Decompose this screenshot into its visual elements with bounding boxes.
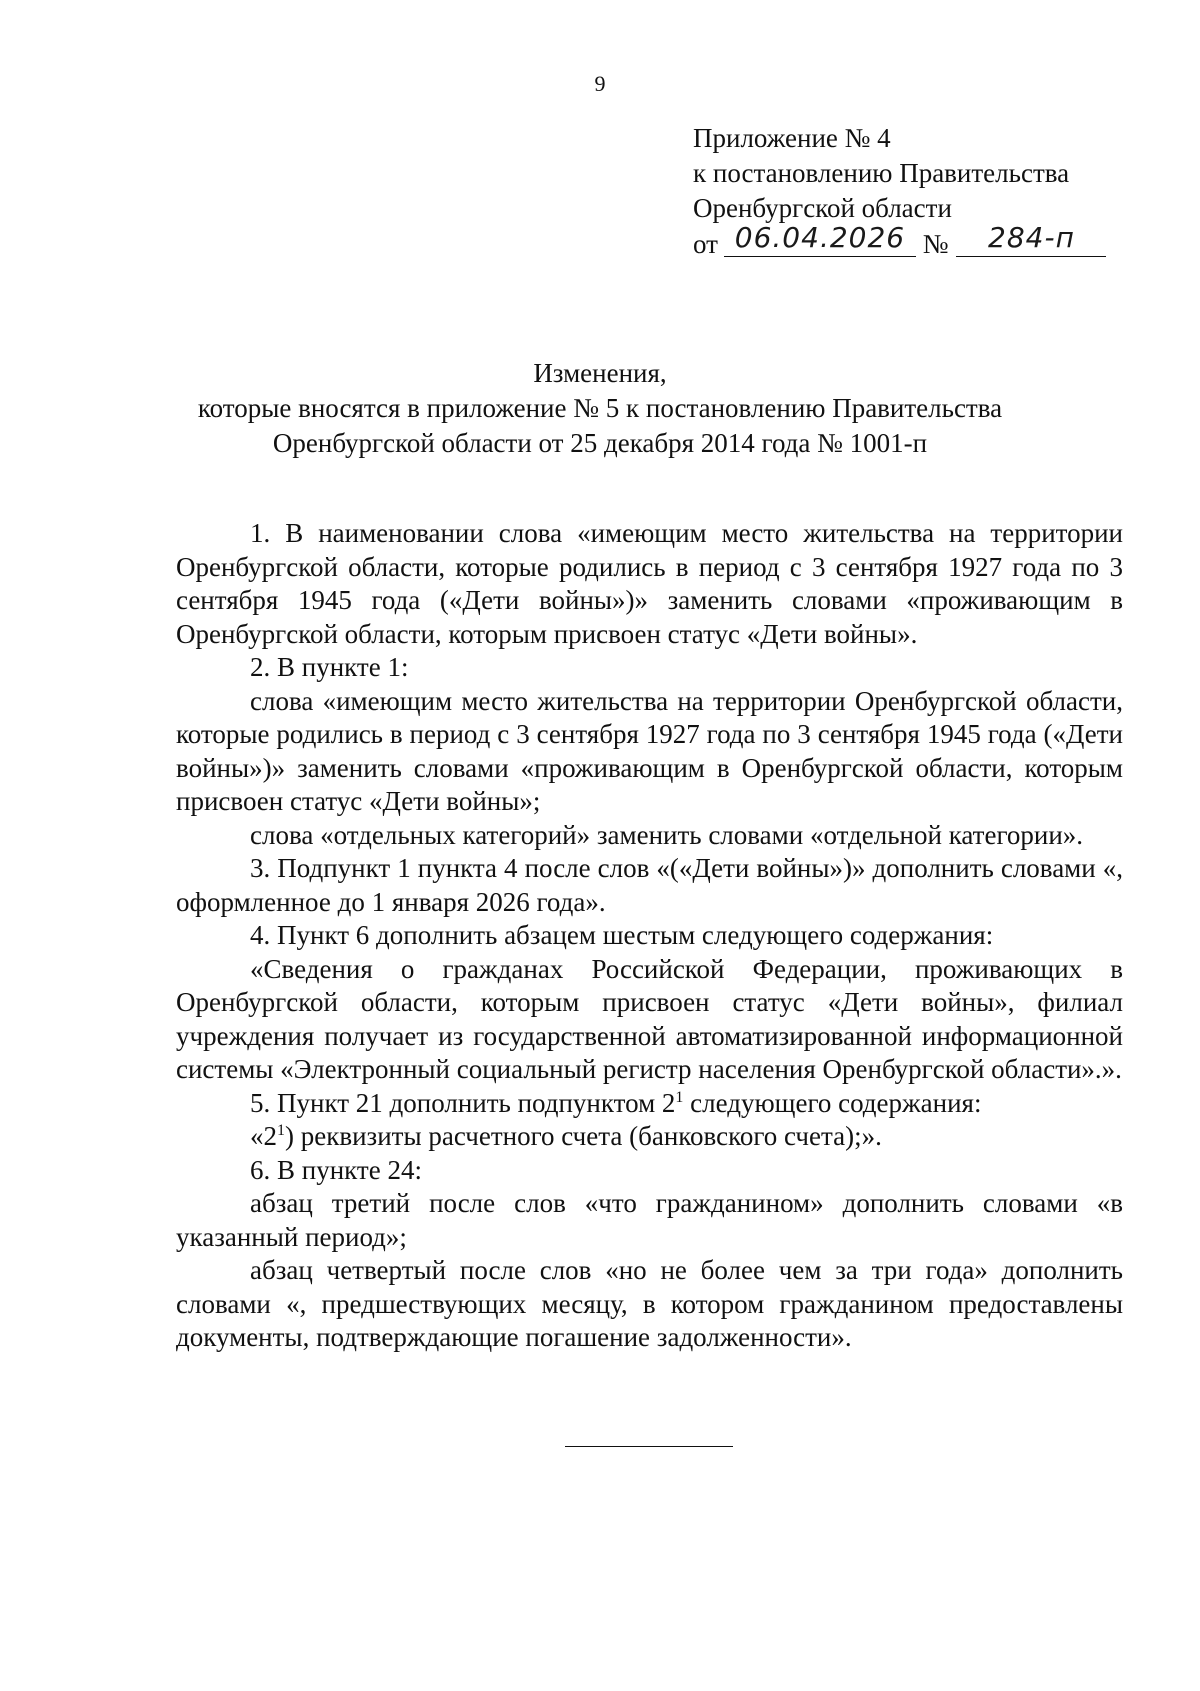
title-line-2: которые вносятся в приложение № 5 к постановлению Правительства xyxy=(197,393,1003,423)
attachment-line-2: к постановлению Правительства xyxy=(693,158,1070,188)
handwritten-date: 06.04.2026 xyxy=(734,221,906,254)
paragraph-12: абзац четвертый после слов «но не более чем за три года» дополнить словами «, предшествующих месяцу, в котором гражданином предоставлены документы, подтверждающие погашение задолженности». xyxy=(176,1255,1123,1352)
attachment-line-3: Оренбургской области xyxy=(693,193,952,223)
paragraph-8-text-a: 5. Пункт 21 дополнить подпунктом 2 xyxy=(250,1087,676,1118)
paragraph-9-text-a: «2 xyxy=(250,1121,277,1151)
attachment-line-1: Приложение № 4 xyxy=(693,123,891,153)
paragraph-3: слова «имеющим место жительства на территории Оренбургской области, которые родились в период с 3 сентября 1927 года по 3 сентября 1945 года («Дети войны»)» заменить словами «проживающим в Оренбургской области, которым присвоен статус «Дети войны»; xyxy=(176,685,1123,816)
paragraph-9 xyxy=(176,1120,1123,1154)
paragraph-7: «Сведения о гражданах Российской Федерации, проживающих в Оренбургской области, которым присвоен статус «Дети войны», филиал учреждения получает из государственной автоматизированной информационной системы «Электронный социальный регистр населения Оренбургской области».». xyxy=(176,953,1123,1084)
number-sign: № xyxy=(922,229,949,259)
title-line-3: Оренбургской области от 25 декабря 2014 года № 1001-п xyxy=(272,428,928,458)
title-line-1: Изменения, xyxy=(533,358,667,388)
number-blank xyxy=(956,221,1106,257)
date-prefix: от xyxy=(693,229,718,259)
paragraph-5: 3. Подпункт 1 пункта 4 после слов «(«Дети войны»)» дополнить словами «, оформленное до 1 января 2026 года». xyxy=(176,853,1123,917)
page-number: 9 xyxy=(594,71,606,96)
paragraph-6: 4. Пункт 6 дополнить абзацем шестым следующего содержания: xyxy=(250,920,994,950)
paragraph-1: 1. В наименовании слова «имеющим место жительства на территории Оренбургской области, которые родились в период с 3 сентября 1927 года по 3 сентября 1945 года («Дети войны»)» заменить словами «проживающим в Оренбургской области, которым присвоен статус «Дети войны». xyxy=(176,518,1123,649)
end-divider xyxy=(565,1446,733,1447)
attachment-header xyxy=(693,121,1106,262)
document-title xyxy=(0,356,1200,461)
attachment-date-line xyxy=(693,221,1106,262)
paragraph-10: 6. В пункте 24: xyxy=(250,1154,422,1185)
paragraph-11: абзац третий после слов «что гражданином» дополнить словами «в указанный период»; xyxy=(176,1188,1123,1252)
paragraph-9-text-b: ) реквизиты расчетного счета (банковского счета);». xyxy=(285,1121,882,1151)
document-body xyxy=(176,517,1123,1355)
paragraph-9-superscript: 1 xyxy=(277,1122,285,1139)
paragraph-2: 2. В пункте 1: xyxy=(250,652,409,682)
date-blank xyxy=(724,221,916,257)
paragraph-8 xyxy=(176,1087,1123,1121)
paragraph-4: слова «отдельных категорий» заменить словами «отдельной категории». xyxy=(250,819,1084,850)
handwritten-number: 284-п xyxy=(988,221,1075,254)
paragraph-8-superscript: 1 xyxy=(675,1088,684,1106)
paragraph-8-text-b: следующего содержания: xyxy=(683,1087,982,1118)
